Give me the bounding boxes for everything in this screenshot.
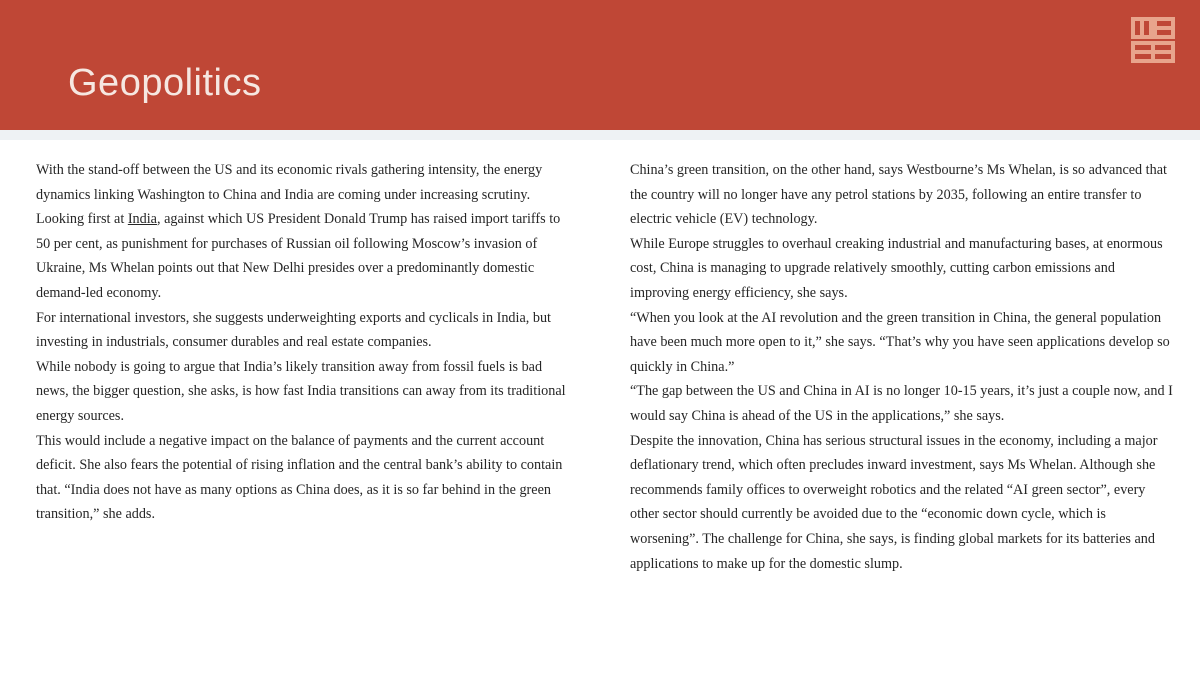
paragraph: With the stand-off between the US and its economic rivals gathering intensity, the energy dynamics linking Washington to China and India are coming under increasing scrutiny. bbox=[36, 162, 543, 203]
paragraph: China’s green transition, on the other hand, says Westbourne’s Ms Whelan, is so advanced that the country will no longer have any petrol stations by 2035, following an entire transfer to electric vehicle (EV) technology. bbox=[630, 162, 1167, 228]
paragraph-text: , against which US President Donald Trump has raised import tariffs to 50 per cent, as punishment for purchases of Russian oil following Moscow’s invasion of Ukraine, Ms Whelan points out that New Delhi presides over a predominantly domestic demand-led economy. bbox=[36, 211, 561, 301]
left-text-column bbox=[36, 158, 576, 527]
paragraph: “When you look at the AI revolution and the green transition in China, the general population have been much more open to it,” she says. “That’s why you have seen applications develop so quickly in China.” bbox=[630, 309, 1170, 375]
right-text-column bbox=[630, 158, 1175, 576]
india-link[interactable]: India bbox=[127, 211, 157, 228]
paragraph: While nobody is going to argue that India’s likely transition away from fossil fuels is bad news, the bigger question, she asks, is how fast India transitions can away from its traditional energy sources. bbox=[36, 358, 566, 424]
paragraph: “The gap between the US and China in AI is no longer 10-15 years, it’s just a couple now, and I would say China is ahead of the US in the applications,” she says. bbox=[630, 383, 1173, 424]
paragraph: While Europe struggles to overhaul creaking industrial and manufacturing bases, at enormous cost, China is managing to upgrade relatively smoothly, cutting carbon emissions and improving energy efficiency, she says. bbox=[630, 235, 1163, 301]
banner-divider bbox=[0, 130, 1200, 140]
paragraph: For international investors, she suggests underweighting exports and cyclicals in India, but investing in industrials, consumer durables and real estate companies. bbox=[36, 309, 551, 351]
monogram-logo-icon bbox=[1130, 16, 1176, 64]
paragraph bbox=[36, 207, 576, 305]
paragraph-text: Looking first at bbox=[36, 211, 128, 228]
paragraph: Despite the innovation, China has serious structural issues in the economy, including a major deflationary trend, which often precludes inward investment, says Ms Whelan. Although she recommends family offices to overweight robotics and the related “AI green sector”, every other sector should currently be avoided due to the “economic down cycle, which is worsening”. The challenge for China, she says, is finding global markets for its batteries and applications to make up for the domestic slump. bbox=[630, 432, 1158, 572]
paragraph: This would include a negative impact on the balance of payments and the current account deficit. She also fears the potential of rising inflation and the central bank’s ability to contain that. “India does not have as many options as China does, as it is so far behind in the green transition,” she adds. bbox=[36, 432, 563, 523]
slide-title: Geopolitics bbox=[68, 62, 262, 104]
